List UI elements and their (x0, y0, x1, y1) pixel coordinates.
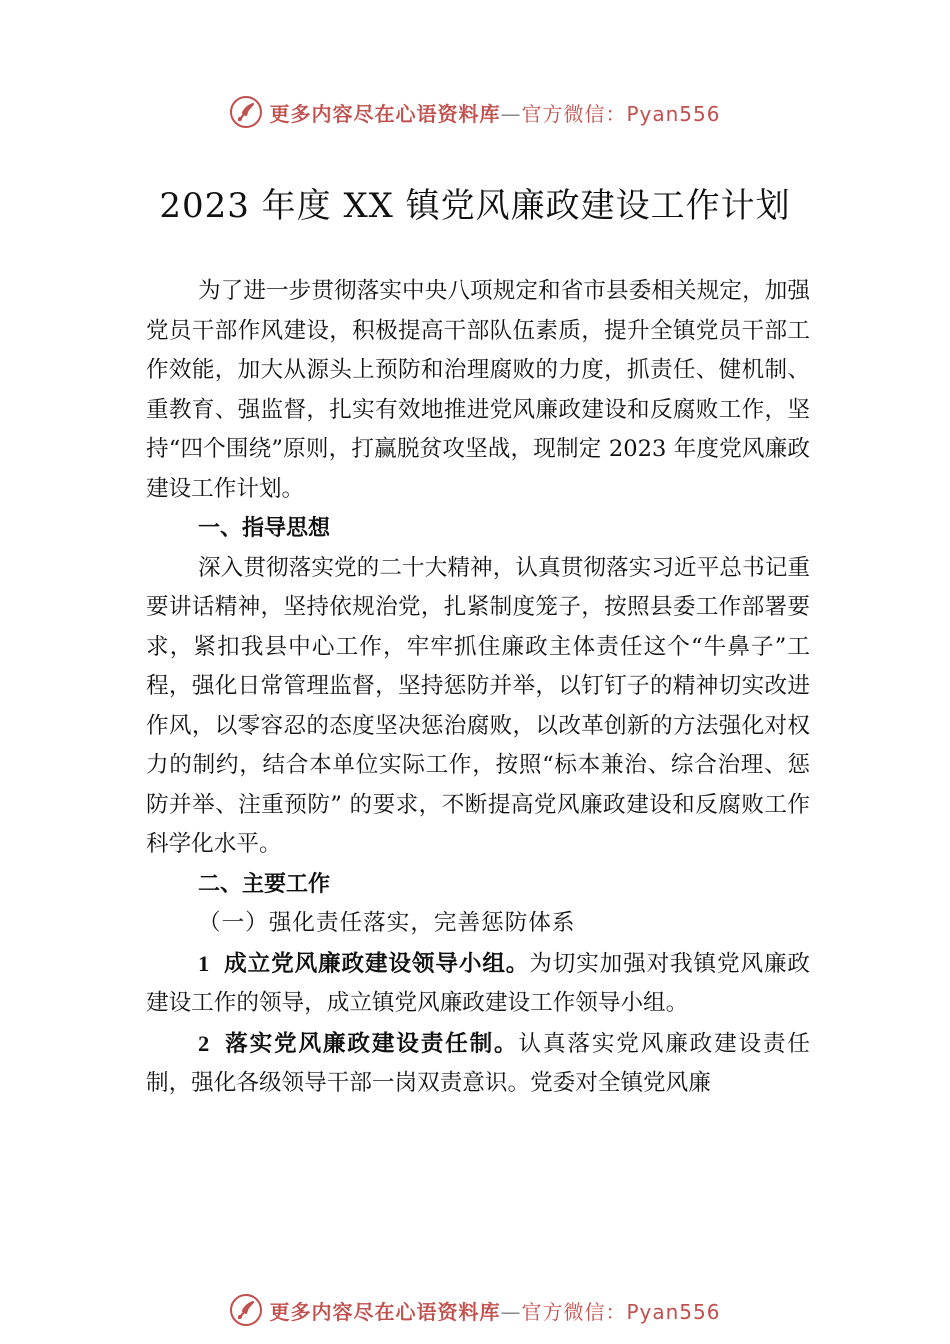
feather-seal-icon (229, 1293, 263, 1327)
work-item-lead: 成立党风廉政建设领导小组。 (223, 950, 530, 977)
watermark-dash: — (500, 1299, 522, 1324)
document-body (146, 272, 810, 1104)
watermark-dash: — (500, 101, 522, 126)
watermark-banner-bottom (0, 1290, 950, 1330)
document-title: 2023 年度 XX 镇党风廉政建设工作计划 (159, 186, 791, 226)
work-item-number: 2 (198, 1030, 210, 1056)
work-item-lead: 落实党风廉政建设责任制。 (223, 1030, 519, 1057)
section-heading-main-work: 二、主要工作 (198, 871, 331, 897)
watermark-wechat: 官方微信：Pyan556 (521, 1299, 721, 1324)
subsection-heading-responsibility: （一）强化责任落实，完善惩防体系 (198, 910, 576, 936)
watermark-text (269, 98, 720, 127)
watermark-text (269, 1296, 720, 1325)
watermark-banner-top (0, 92, 950, 132)
work-item (146, 1024, 810, 1104)
work-item-text: 认真落实党风廉政建设责任制，强化各级领导干部一岗双责意识。党委对全镇党风廉 (146, 1030, 811, 1096)
watermark-library: 更多内容尽在心语资料库 (269, 1299, 501, 1324)
guiding-ideology-paragraph: 深入贯彻落实党的二十大精神，认真贯彻落实习近平总书记重要讲话精神，坚持依规治党，扎紧制度笼子，按照县委工作部署要求，紧扣我县中心工作，牢牢抓住廉政主体责任这个“牛鼻子”工程，强化日常管理监督，坚持惩防并举，以钉钉子的精神切实改进作风，以零容忍的态度坚决惩治腐败，以改革创新的方法强化对权力的制约，结合本单位实际工作，按照“标本兼治、综合治理、惩防并举、注重预防” 的要求，不断提高党风廉政建设和反腐败工作科学化水平。 (146, 554, 810, 857)
intro-paragraph: 为了进一步贯彻落实中央八项规定和省市县委相关规定，加强党员干部作风建设，积极提高干部队伍素质，提升全镇党员干部工作效能，加大从源头上预防和治理腐败的力度，抓责任、健机制、重教育、强监督，扎实有效地推进党风廉政建设和反腐败工作，坚持“四个围绕”原则，打赢脱贫攻坚战，现制定 2023 年度党风廉政建设工作计划。 (146, 278, 810, 502)
feather-seal-icon (229, 95, 263, 129)
watermark-library: 更多内容尽在心语资料库 (269, 101, 501, 126)
work-item (146, 944, 810, 1024)
section-heading-guiding-ideology: 一、指导思想 (198, 516, 331, 541)
watermark-wechat: 官方微信：Pyan556 (521, 101, 721, 126)
work-item-text: 为切实加强对我镇党风廉政建设工作的领导，成立镇党风廉政建设工作领导小组。 (146, 950, 811, 1016)
work-item-number: 1 (198, 950, 210, 976)
